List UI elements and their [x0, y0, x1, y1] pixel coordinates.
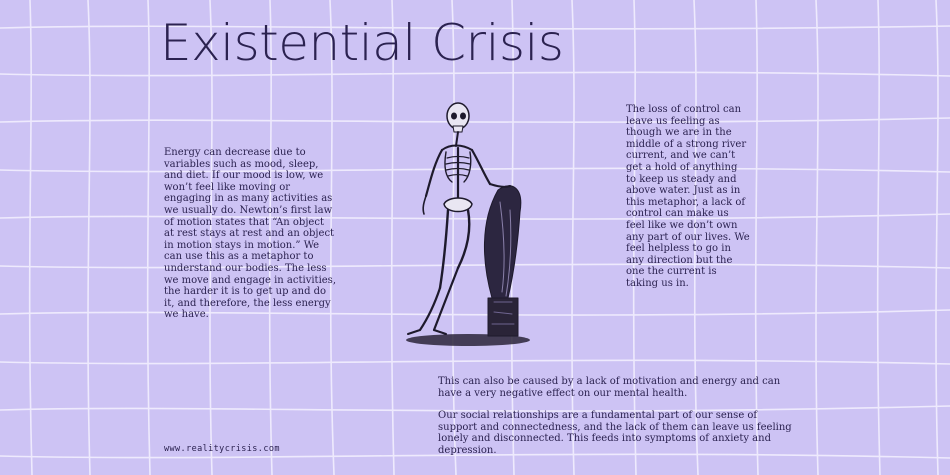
bottom-paragraph-1: This can also be caused by a lack of motivation and energy and can have a very negative effect on our mental health. — [438, 376, 781, 399]
website-url: www.realitycrisis.com — [164, 444, 280, 454]
right-paragraph: The loss of control can leave us feeling as though we are in the middle of a strong river current, and we can’t get a hold of anything to keep us steady and above water. Just as in this metaphor, a lack of control can make us feel like we don’t own any part of our lives. We feel helpless to go in any direction but the one the current is taking us in. — [626, 104, 750, 289]
bottom-paragraph-2: Our social relationships are a fundamental part of our sense of support and connectedness, and the lack of them can leave us feeling lonely and disconnected. This feeds into symptoms of anxiety and depression. — [438, 410, 792, 456]
skeleton-illustration — [400, 92, 540, 348]
left-paragraph: Energy can decrease due to variables such as mood, sleep, and diet. If our mood is low, we won’t feel like moving or engaging in as many activities as we usually do. Newton’s first law of motion states that “An object at rest stays at rest and an object in motion stays in motion.” We can use this as a metaphor to understand our bodies. The less we move and engage in activities, the harder it is to get up and do it, and therefore, the less energy we have. — [164, 147, 336, 321]
page-title: Existential Crisis — [160, 14, 564, 72]
